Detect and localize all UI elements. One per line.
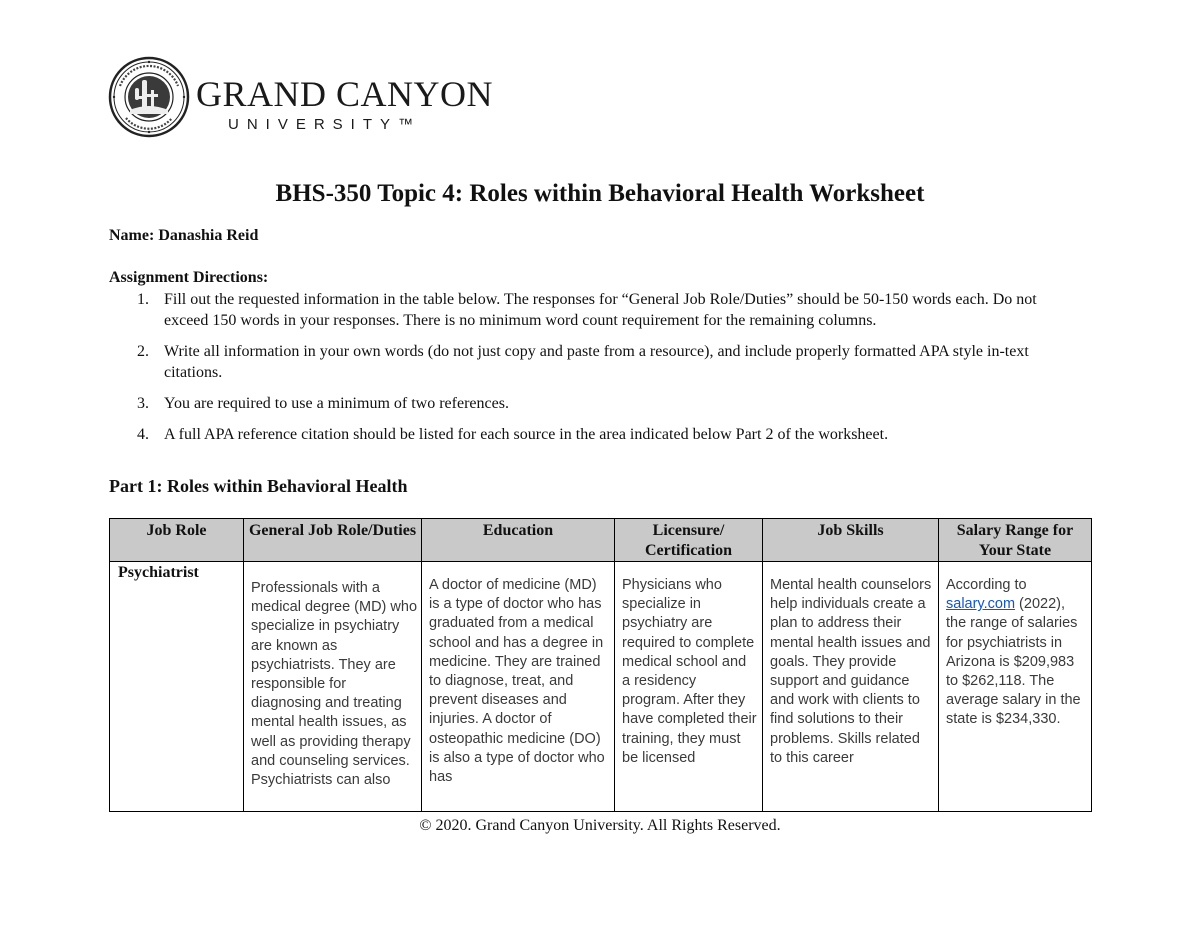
header-education: Education xyxy=(422,519,615,562)
part1-heading: Part 1: Roles within Behavioral Health xyxy=(109,476,408,496)
direction-item: 2. Write all information in your own words (do not just copy and paste from a resource), and include properly formatted APA style in-text citations. xyxy=(137,343,1029,381)
header-general-duties: General Job Role/Duties xyxy=(244,519,422,562)
cell-licensure: Physicians who specialize in psychiatry are required to complete medical school and a residency program. After they have completed their training, they must be licensed xyxy=(615,562,763,812)
direction-item: 4. A full APA reference citation should be listed for each source in the area indicated below Part 2 of the worksheet. xyxy=(137,426,889,443)
table-row xyxy=(110,562,1092,812)
direction-item: 1. Fill out the requested information in the table below. The responses for “General Job Role/Duties” should be 50-150 words each. Do not exceed 150 words in your responses. There is no minimum word count requirement for the remaining columns. xyxy=(137,291,1037,329)
cell-salary: According to salary.com (2022), the range of salaries for psychiatrists in Arizona is $209,983 to $262,118. The average salary in the state is $234,330. xyxy=(939,562,1092,812)
brand-name: GRAND CANYON xyxy=(196,74,494,114)
cell-role: Psychiatrist xyxy=(110,562,244,812)
roles-table xyxy=(109,518,1092,812)
cell-duties: Professionals with a medical degree (MD) who specialize in psychiatry are known as psychiatrists. They are responsible for diagnosing and treating mental health issues, as well as providing therapy and counseling services. Psychiatrists can also xyxy=(244,562,422,812)
header-licensure: Licensure/ Certification xyxy=(615,519,763,562)
brand-subtitle: UNIVERSITY™ xyxy=(228,116,422,133)
directions-heading: Assignment Directions: xyxy=(109,269,269,286)
university-logo xyxy=(108,56,494,140)
copyright-footer: © 2020. Grand Canyon University. All Rights Reserved. xyxy=(419,817,781,834)
directions-list xyxy=(109,289,1079,455)
header-job-role: Job Role xyxy=(110,519,244,562)
header-job-skills: Job Skills xyxy=(763,519,939,562)
student-name: Name: Danashia Reid xyxy=(109,227,259,244)
worksheet-title: BHS-350 Topic 4: Roles within Behavioral Health Worksheet xyxy=(275,180,925,207)
header-salary: Salary Range for Your State xyxy=(939,519,1092,562)
direction-item: 3. You are required to use a minimum of two references. xyxy=(137,395,509,412)
salary-source-link[interactable]: salary.com xyxy=(946,596,1016,613)
cell-skills: Mental health counselors help individuals create a plan to address their mental health issues and goals. They provide support and guidance and work with clients to find solutions to their problems. Skills related to this career xyxy=(763,562,939,812)
cell-education: A doctor of medicine (MD) is a type of doctor who has graduated from a medical school and has a degree in medicine. They are trained to diagnose, treat, and prevent diseases and injuries. A doctor of osteopathic medicine (DO) is also a type of doctor who has xyxy=(422,562,615,812)
university-seal-icon xyxy=(108,56,190,138)
table-header-row xyxy=(110,519,1092,562)
